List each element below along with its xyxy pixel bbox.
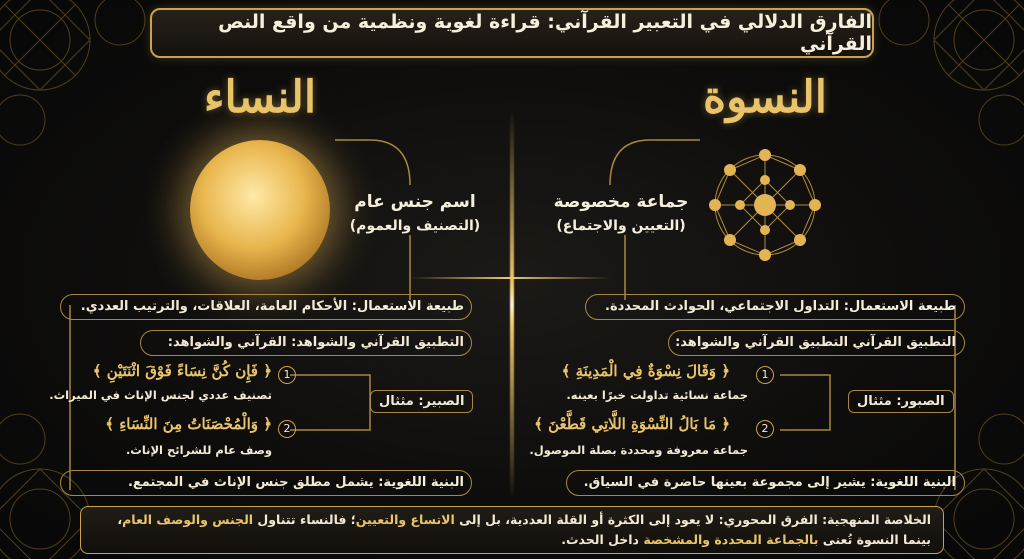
right-sabir-label: الصبور: مثثال [848, 390, 954, 413]
right-number-1: 1 [756, 366, 774, 384]
left-concept-subtitle: (التصنيف والعموم) [349, 218, 481, 234]
page-title: الفارق الدلالي في التعبير القرآني: قراءة لغوية ونظمية من واقع النص القرآني [218, 11, 872, 55]
conclusion-part3: ، بينما النسوة تُعنى [117, 512, 931, 547]
left-note-2: وصف عام للشرائح الإناث. [125, 443, 272, 457]
conclusion-label: الخلاصة المنهجية: [822, 512, 931, 527]
right-application-label: التطبيق القرآني التطبيق القرآني والشواهد: [675, 335, 956, 350]
right-quote-2: ﴿ مَا بَالُ النِّسْوَةِ اللَّاتِي قَطَّعْنَ ﴾ [534, 415, 730, 433]
network-illustration [700, 140, 830, 270]
left-quote-2: ﴿ وَالْمُحْصَنَاتُ مِنَ النِّسَاءِ ﴾ [105, 415, 272, 433]
left-word-heading: النساء [203, 72, 317, 123]
right-usage-row [605, 299, 956, 314]
left-usage-text: الأحكام العامة، العلاقات، والترتيب العددي. [80, 299, 348, 314]
left-concept-title: اسم جنس عام [354, 192, 476, 212]
right-concept [546, 192, 696, 234]
conclusion-part2: ؛ فالنساء تتناول [257, 512, 356, 527]
right-word-heading: النسوة [703, 72, 827, 123]
orb-illustration [190, 140, 330, 280]
right-usage-label: طبيعة الاستعمال: [843, 299, 956, 314]
left-application-label: التطبيق القرآني والشواهد: القرآني والشواهد: [167, 335, 464, 350]
right-structure-label: البنية اللغوية: [870, 475, 956, 490]
left-number-1: 1 [278, 366, 296, 384]
left-concept [340, 192, 490, 234]
right-structure-row [584, 475, 956, 490]
conclusion-part1: الفرق المحوري: لا يعود إلى الكثرة أو القلة العددية، بل إلى [459, 512, 818, 527]
right-number-2: 2 [756, 420, 774, 438]
right-concept-subtitle: (التعيين والاجتماع) [556, 218, 686, 234]
conclusion-highlight-2: الجنس والوصف العام [122, 512, 254, 527]
right-quote-1: ﴿ وَقَالَ نِسْوَةٌ فِي الْمَدِينَةِ ﴾ [561, 362, 730, 380]
left-structure-text: يشمل مطلق جنس الإناث في المجتمع. [127, 475, 374, 490]
left-structure-row [128, 475, 464, 490]
right-concept-title: جماعة مخصوصة [553, 192, 689, 212]
right-note-2: جماعة معروفة ومحددة بصلة الموصول. [529, 443, 748, 457]
left-usage-label: طبيعة الاستعمال: [351, 299, 464, 314]
conclusion-highlight-3: بالجماعة المحددة والمشخصة [643, 532, 819, 547]
conclusion-highlight-1: الاتساع والتعيين [355, 512, 455, 527]
conclusion-part4: داخل الحدث. [561, 532, 639, 547]
right-note-1: جماعة نسائية تداولت خبرًا بعينه. [566, 388, 748, 402]
left-number-2: 2 [278, 420, 296, 438]
conclusion-box [80, 506, 944, 554]
left-usage-row [81, 299, 464, 314]
left-note-1: تصنيف عددي لجنس الإناث في الميراث. [49, 388, 272, 402]
left-sabir-label: الصبير: مثثال [370, 390, 473, 413]
left-quote-1: ﴿ فَإِن كُنَّ نِسَاءً فَوْقَ اثْنَتَيْنِ ﴾ [92, 362, 272, 380]
right-structure-text: يشير إلى مجموعة بعينها حاضرة في السياق. [583, 475, 866, 490]
left-structure-label: البنية اللغوية: [378, 475, 464, 490]
right-usage-text: التداول الاجتماعي، الحوادث المحددة. [605, 299, 840, 314]
